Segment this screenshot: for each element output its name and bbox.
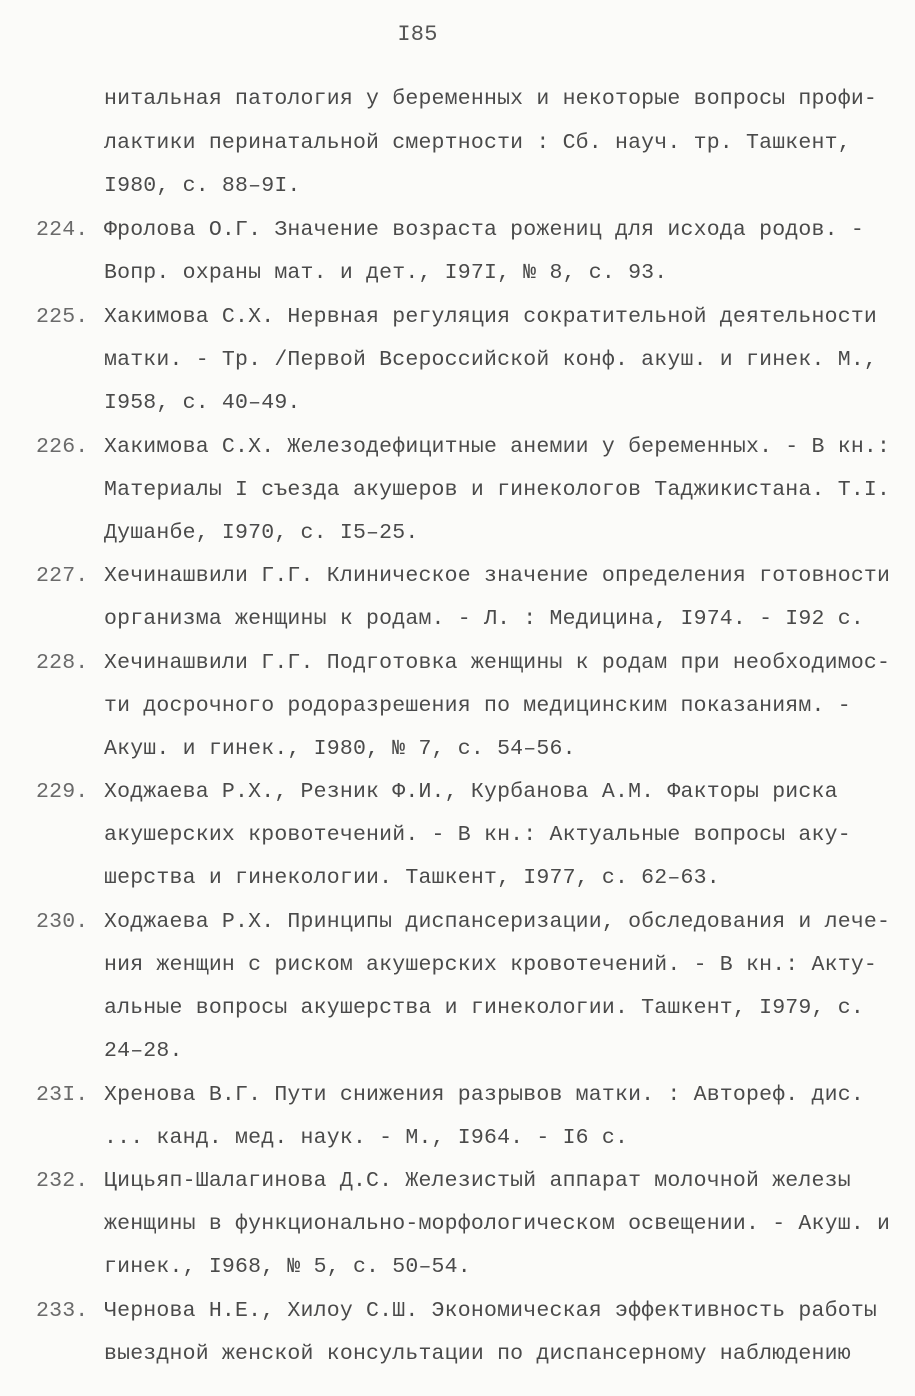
entry-line: Хакимова С.Х. Железодефицитные анемии у беременных. - В кн.: [104, 435, 891, 459]
continuation-line: нитальная патология у беременных и некоторые вопросы профи- [104, 87, 878, 111]
entry-line: Хечинашвили Г.Г. Клиническое значение определения готовности [104, 564, 891, 588]
entry-line: ... канд. мед. наук. - М., I964. - I6 с. [104, 1126, 629, 1150]
entry-number: 228. [36, 651, 89, 675]
entry-number: 227. [36, 564, 89, 588]
continuation-line: лактики перинатальной смертности : Сб. науч. тр. Ташкент, [104, 131, 851, 155]
entry-line: Хренова В.Г. Пути снижения разрывов матки. : Автореф. дис. [104, 1083, 864, 1107]
entry-number: 232. [36, 1169, 89, 1193]
entry-line: шерства и гинекологии. Ташкент, I977, с. 62–63. [104, 866, 720, 890]
entry-line: Фролова О.Г. Значение возраста рожениц для исхода родов. - [104, 218, 864, 242]
entry-line: акушерских кровотечений. - В кн.: Актуальные вопросы аку- [104, 823, 851, 847]
entry-number: 224. [36, 218, 89, 242]
entry-line: Хакимова С.Х. Нервная регуляция сократительной деятельности [104, 305, 878, 329]
entry-line: женщины в функционально-морфологическом освещении. - Акуш. и [104, 1212, 891, 1236]
entry-line: выездной женской консультации по диспансерному наблюдению [104, 1342, 851, 1366]
entry-line: 24–28. [104, 1039, 183, 1063]
entry-number: 226. [36, 435, 89, 459]
entry-number: 225. [36, 305, 89, 329]
entry-line: ния женщин с риском акушерских кровотечений. - В кн.: Акту- [104, 953, 878, 977]
entry-line: ти досрочного родоразрешения по медицинским показаниям. - [104, 694, 851, 718]
entry-number: 229. [36, 780, 89, 804]
page-number: I85 [397, 22, 438, 47]
entry-line: гинек., I968, № 5, с. 50–54. [104, 1255, 471, 1279]
entry-line: Материалы I съезда акушеров и гинекологов Таджикистана. Т.I. [104, 478, 891, 502]
entry-line: организма женщины к родам. - Л. : Медицина, I974. - I92 с. [104, 607, 864, 631]
entry-line: Вопр. охраны мат. и дет., I97I, № 8, с. 93. [104, 261, 668, 285]
entry-line: матки. - Тр. /Первой Всероссийской конф. акуш. и гинек. М., [104, 348, 878, 372]
entry-number: 23I. [36, 1083, 89, 1107]
entry-line: альные вопросы акушерства и гинекологии. Ташкент, I979, с. [104, 996, 864, 1020]
entry-line: Хечинашвили Г.Г. Подготовка женщины к родам при необходимос- [104, 651, 891, 675]
entry-line: Чернова Н.Е., Хилоу С.Ш. Экономическая эффективность работы [104, 1299, 878, 1323]
entry-line: Ходжаева Р.Х., Резник Ф.И., Курбанова А.М. Факторы риска [104, 780, 838, 804]
entry-number: 233. [36, 1299, 89, 1323]
entry-line: I958, с. 40–49. [104, 391, 301, 415]
continuation-line: I980, с. 88–9I. [104, 174, 301, 198]
entry-line: Цицьяп-Шалагинова Д.С. Железистый аппарат молочной железы [104, 1169, 851, 1193]
entry-line: Ходжаева Р.Х. Принципы диспансеризации, обследования и лече- [104, 910, 891, 934]
entry-number: 230. [36, 910, 89, 934]
entry-line: Акуш. и гинек., I980, № 7, с. 54–56. [104, 737, 576, 761]
entry-line: Душанбе, I970, с. I5–25. [104, 521, 419, 545]
